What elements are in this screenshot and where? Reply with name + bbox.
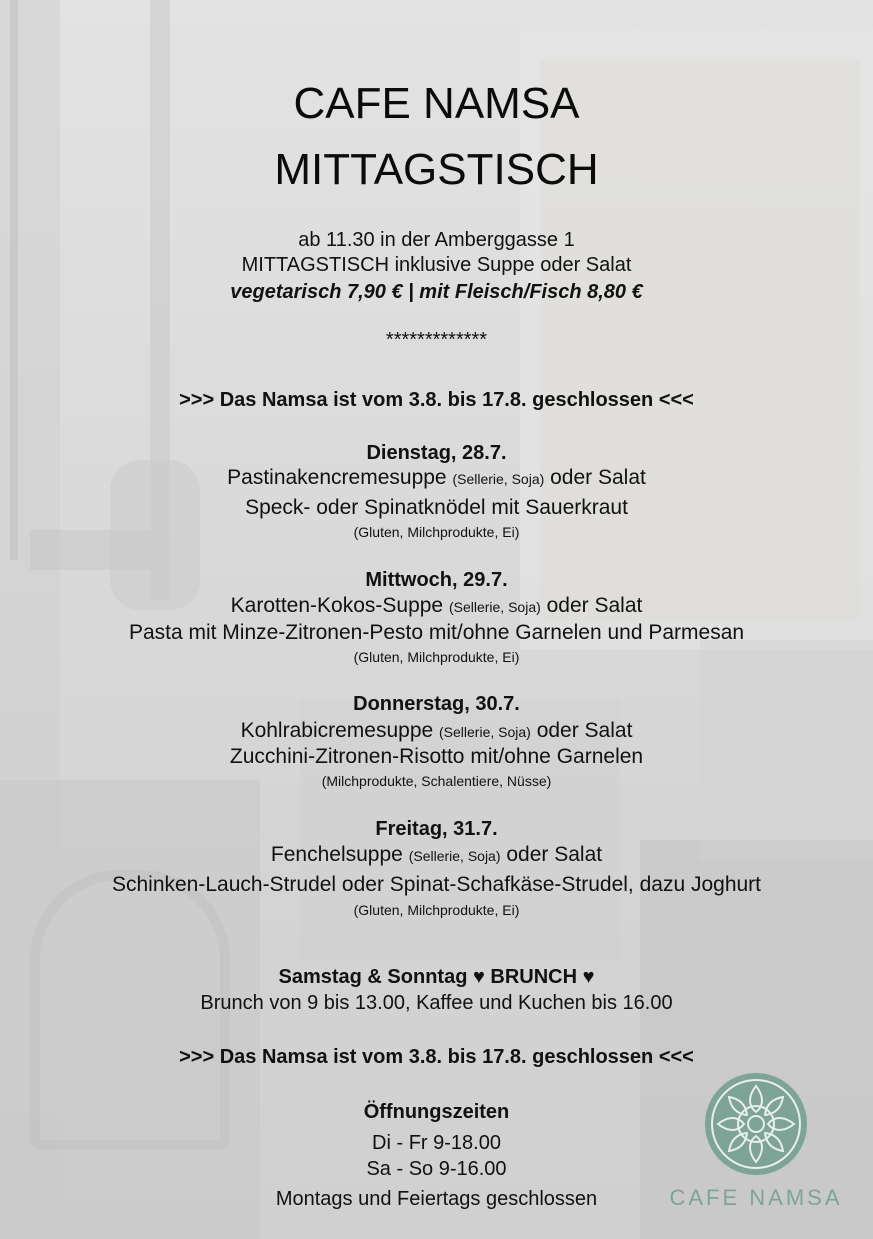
soup-line: [0, 594, 873, 619]
main-allergens: (Gluten, Milchprodukte, Ei): [353, 649, 520, 665]
mandala-logo-icon: [704, 1072, 808, 1176]
or-salad: oder Salat: [550, 466, 646, 489]
closure-notice-top: >>> Das Namsa ist vom 3.8. bis 17.8. geschlossen <<<: [179, 389, 694, 411]
cafe-title: CAFE NAMSA: [293, 79, 580, 128]
soup-line: [0, 843, 873, 868]
menu-title: MITTAGSTISCH: [274, 145, 599, 194]
soup-name: Fenchelsuppe: [270, 843, 403, 866]
soup-allergens: (Sellerie, Soja): [452, 471, 545, 487]
main-dish: Pasta mit Minze-Zitronen-Pesto mit/ohne Garnelen und Parmesan: [128, 621, 745, 644]
brunch-heading: Samstag & Sonntag ♥ BRUNCH ♥: [278, 966, 595, 988]
soup-line: [0, 466, 873, 491]
main-allergens: (Milchprodukte, Schalentiere, Nüsse): [321, 773, 552, 789]
soup-name: Karotten-Kokos-Suppe: [230, 594, 444, 617]
or-salad: oder Salat: [536, 719, 633, 742]
closure-notice-bottom: >>> Das Namsa ist vom 3.8. bis 17.8. geschlossen <<<: [179, 1046, 694, 1068]
cafe-logo: [666, 1070, 846, 1215]
or-salad: oder Salat: [546, 594, 643, 617]
day-heading: Freitag, 31.7.: [375, 818, 498, 840]
prices-line: vegetarisch 7,90 € | mit Fleisch/Fisch 8,80 €: [230, 281, 643, 303]
soup-allergens: (Sellerie, Soja): [408, 848, 501, 864]
main-allergens: (Gluten, Milchprodukte, Ei): [353, 524, 520, 540]
logo-text: CAFE NAMSA: [669, 1185, 843, 1210]
soup-line: [0, 719, 873, 744]
day-heading: Dienstag, 28.7.: [366, 442, 507, 464]
hours-weekdays: Di - Fr 9-18.00: [372, 1132, 501, 1154]
included-line: MITTAGSTISCH inklusive Suppe oder Salat: [241, 254, 632, 276]
day-heading: Mittwoch, 29.7.: [365, 569, 508, 591]
separator: *************: [385, 329, 488, 351]
soup-name: Kohlrabicremesuppe: [240, 719, 434, 742]
hours-heading: Öffnungszeiten: [363, 1101, 510, 1123]
soup-allergens: (Sellerie, Soja): [439, 724, 531, 740]
soup-name: Pastinakencremesuppe: [227, 466, 447, 489]
day-heading: Donnerstag, 30.7.: [353, 693, 520, 715]
main-dish: Speck- oder Spinatknödel mit Sauerkraut: [245, 496, 628, 519]
main-dish: Zucchini-Zitronen-Risotto mit/ohne Garnelen: [229, 745, 644, 768]
location-line: ab 11.30 in der Amberggasse 1: [298, 229, 575, 251]
brunch-details: Brunch von 9 bis 13.00, Kaffee und Kuchen bis 16.00: [200, 992, 673, 1014]
or-salad: oder Salat: [506, 843, 603, 866]
hours-weekend: Sa - So 9-16.00: [366, 1158, 507, 1180]
soup-allergens: (Sellerie, Soja): [448, 599, 541, 615]
main-dish: Schinken-Lauch-Strudel oder Spinat-Schafkäse-Strudel, dazu Joghurt: [111, 873, 762, 896]
main-allergens: (Gluten, Milchprodukte, Ei): [353, 902, 520, 918]
hours-closed: Montags und Feiertags geschlossen: [275, 1188, 598, 1210]
